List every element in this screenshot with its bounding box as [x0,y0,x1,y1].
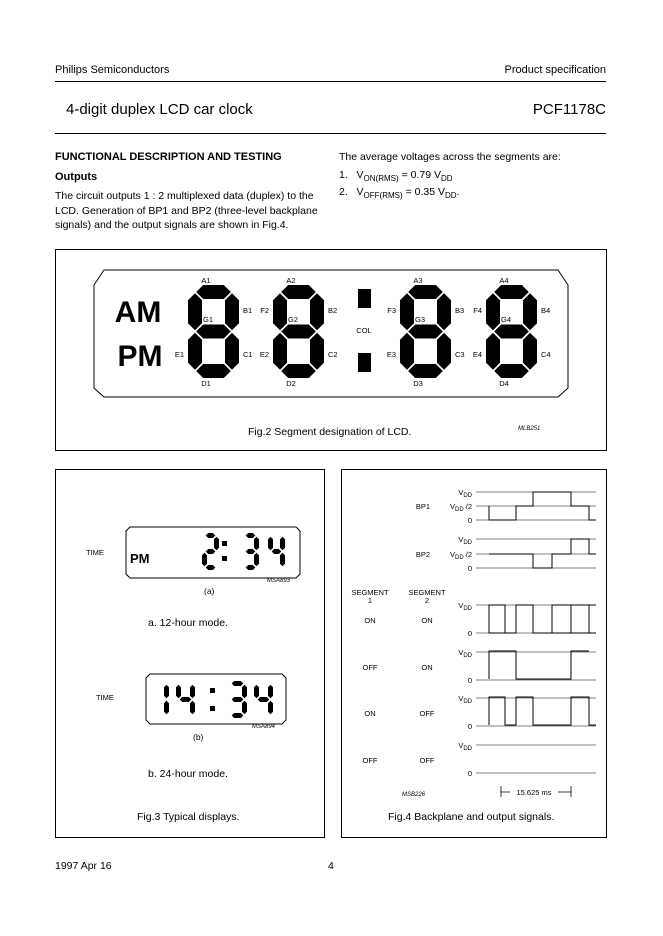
display-a-digit-2-seg-a [206,533,216,538]
fig2-digit-4-seg-a [494,285,529,299]
colon-label: COL [356,326,372,335]
row4-zero-label: 0 [467,769,472,778]
fig2-digit-1 [188,285,239,378]
fig2-digit-2-seg-b [310,293,324,330]
label-C3: C3 [455,350,465,359]
bp1-half-label: $V_{DD}$ /2 [449,502,472,513]
display-b-digit-4-seg-b [268,685,273,699]
voltage-item-2: 2. $V_{OFF(RMS)} = 0.35$ $V_{DD}$. [339,186,460,201]
fig2-digit-1-seg-g [196,325,231,339]
label-B3: B3 [455,306,465,315]
display-b-digit-2-seg-c [190,701,195,715]
fig3-displays [56,470,324,837]
section-heading: FUNCTIONAL DESCRIPTION AND TESTING [55,151,282,163]
seg2-header: SEGMENT [408,588,446,597]
display-b-digit-1-seg-b [164,685,169,699]
fig2-digit-2-seg-c [310,333,324,370]
seg1-header: SEGMENT [351,588,389,597]
fig2-digit-2 [273,285,324,378]
label-C2: C2 [328,350,338,359]
period-label: 15.625 ms [516,788,552,797]
mode-12-hour: a. 12-hour mode. [148,617,228,629]
fig2-digit-3-seg-c [437,333,451,370]
fig3-caption: Fig.3 Typical displays. [137,811,240,823]
header-rule [55,81,606,82]
am-indicator: AM [114,296,162,329]
display-b-digit-2-seg-b [190,685,195,699]
fig2-digit-4-seg-g [494,325,529,339]
fig2-digit-3-seg-b [437,293,451,330]
mode-24-hour: b. 24-hour mode. [148,768,228,780]
section-paragraph: The circuit outputs 1 : 2 multiplexed data (duplex) to the LCD. Generation of BP1 and BP2 (three-level backplane signals) and the output signals are shown in Fig.4. [55,190,318,231]
fig2-code: MLB251 [518,426,541,432]
fig2-digit-3-seg-a [408,285,443,299]
fig2-digit-1-seg-e [188,333,202,370]
title-rule [55,133,606,134]
display-b-colon-top [210,688,215,693]
display-a-colon-top [222,541,227,546]
fig2-digit-4-seg-b [523,293,537,330]
display-b-digit-3-seg-a [232,681,244,686]
row3-wave [489,651,589,679]
label-F2: F2 [260,306,269,315]
label-E1: E1 [174,350,184,359]
fig4-waveforms [342,470,606,837]
display-b-digit-4-seg-c [268,701,273,715]
company-name: Philips Semiconductors [55,64,170,76]
label-F4: F4 [473,306,482,315]
display-b-digit-4-seg-f [254,685,259,699]
display-b-digit-3-seg-b [242,685,247,699]
label-C1: C1 [243,350,253,359]
fig3-box [55,469,325,838]
label-D3: D3 [413,379,423,388]
row2-vdd-label: $V_{DD}$ [458,648,472,659]
display-b-digit-1 [164,685,169,715]
fig2-caption: Fig.2 Segment designation of LCD. [248,426,412,438]
voltage-item-1: 1. $V_{ON(RMS)} = 0.79$ $V_{DD}$ [339,169,453,184]
fig2-digit-1-seg-f [188,293,202,330]
label-G3: G3 [414,315,426,324]
row3-seg2-state: OFF [419,709,435,718]
row4-seg2-state: OFF [419,756,435,765]
fig2-digit-3-seg-g [408,325,443,339]
fig2-digit-4-seg-d [494,364,529,378]
bp2-wave [489,539,596,568]
colon-top [358,289,371,308]
display-b-digit-2-seg-g [180,697,192,702]
bp2-label: BP2 [415,550,430,559]
label-G2: G2 [287,315,299,324]
page-number: 4 [328,860,334,872]
display-b-digit-3-seg-c [242,701,247,715]
label-E4: E4 [472,350,482,359]
fig2-digit-1-seg-c [225,333,239,370]
row1-wave [489,605,596,633]
display-b-digits [164,681,273,718]
label-A2: A2 [286,276,296,285]
row1-seg1-state: ON [364,616,376,625]
footer-date: 1997 Apr 16 [55,860,112,872]
display-a-digit-2-seg-b [214,537,219,551]
display-b-digit-1-seg-c [164,701,169,715]
label-E2: E2 [259,350,269,359]
display-a-digit-3-seg-b [254,537,259,551]
row1-seg2-state: ON [421,616,433,625]
display-a-indicator: PM [130,551,150,566]
display-b-colon-bottom [210,706,215,711]
fig2-digit-4-seg-c [523,333,537,370]
fig2-digit-1-seg-d [196,364,231,378]
label-A1: A1 [201,276,211,285]
display-b-digit-3-seg-g [232,697,244,702]
fig2-digit-2-seg-f [273,293,287,330]
row2-seg1-state: OFF [362,663,378,672]
label-C4: C4 [541,350,551,359]
waveform-labels [351,488,551,798]
fig2-digit-4 [486,285,537,378]
lcd-segment-diagram [56,250,606,450]
fig2-digit-1-seg-a [196,285,231,299]
bp1-label: BP1 [415,502,430,511]
row3-vdd-label: $V_{DD}$ [458,694,472,705]
fig2-digit-3 [400,285,451,378]
label-D2: D2 [286,379,296,388]
fig2-digit-1-seg-b [225,293,239,330]
display-a-digit-3-seg-d [246,565,256,570]
fig2-digit-3-seg-e [400,333,414,370]
fig4-box [341,469,607,838]
display-b-digit-2-seg-f [176,685,181,699]
label-G1: G1 [202,315,214,324]
label-B2: B2 [328,306,338,315]
waveform-lines [476,492,596,797]
display-b-tag: (b) [193,732,204,742]
display-b-digit-4-seg-g [258,697,270,702]
display-a-digit-3-seg-g [246,549,256,554]
row2-seg2-state: ON [421,663,433,672]
display-a-digit-3-seg-a [246,533,256,538]
label-G4: G4 [500,315,512,324]
display-a-digit-2 [202,533,219,570]
display-a-digit-2-seg-e [202,553,207,567]
display-a-digit-4 [268,537,285,567]
display-a-digit-3-seg-c [254,553,259,567]
display-a-digits [202,533,285,570]
display-a-digit-4-seg-g [272,549,282,554]
fig2-digit-2-seg-a [281,285,316,299]
row4-wave [489,697,596,725]
colon-bottom [358,353,371,372]
display-b-digit-3-seg-d [232,713,244,718]
display-a-digit-3 [246,533,259,570]
display-a-digit-4-seg-f [268,537,273,551]
display-a-tag: (a) [204,586,215,596]
page-title: 4-digit duplex LCD car clock [66,101,253,118]
fig2-digit-4-seg-e [486,333,500,370]
fig2-digit-3-seg-f [400,293,414,330]
row2-zero-label: 0 [467,676,472,685]
display-b-code: MSA894 [252,724,276,730]
fig2-digit-3-seg-d [408,364,443,378]
row4-seg1-state: OFF [362,756,378,765]
fig4-caption: Fig.4 Backplane and output signals. [388,811,555,823]
seg1-header-num: 1 [367,596,373,605]
bp1-vdd-label: $V_{DD}$ [458,488,472,499]
fig4-code: MSB226 [402,792,426,798]
bp1-zero-label: 0 [467,516,472,525]
label-B1: B1 [243,306,253,315]
display-a-code: MSA893 [267,578,291,584]
display-b-digit-3 [232,681,247,718]
label-B4: B4 [541,306,551,315]
label-F3: F3 [387,306,396,315]
display-a-colon-bottom [222,556,227,561]
display-a-digit-2-seg-d [206,565,216,570]
label-E3: E3 [386,350,396,359]
label-A3: A3 [413,276,423,285]
row4-vdd-label: $V_{DD}$ [458,741,472,752]
part-number: PCF1178C [532,101,606,118]
fig2-box [55,249,607,451]
seg2-header-num: 2 [424,596,430,605]
display-b-digit-2 [176,685,195,715]
section-subheading: Outputs [55,171,98,183]
display-a-digit-2-seg-g [206,549,216,554]
bp2-half-label: $V_{DD}$ /2 [449,550,472,561]
row1-vdd-label: $V_{DD}$ [458,601,472,612]
bp2-zero-label: 0 [467,564,472,573]
row3-seg1-state: ON [364,709,376,718]
bp2-vdd-label: $V_{DD}$ [458,535,472,546]
voltages-intro: The average voltages across the segments are: [339,151,561,163]
display-a-digit-4-seg-b [280,537,285,551]
pm-indicator: PM [117,340,163,373]
time-label-b: TIME [96,693,114,702]
row3-zero-label: 0 [467,722,472,731]
fig2-digit-2-seg-e [273,333,287,370]
label-D1: D1 [201,379,211,388]
fig2-digit-4-seg-f [486,293,500,330]
row1-zero-label: 0 [467,629,472,638]
display-b-digit-4 [254,685,273,715]
fig2-digit-2-seg-d [281,364,316,378]
label-D4: D4 [499,379,509,388]
display-a-digit-4-seg-c [280,553,285,567]
doc-type: Product specification [504,64,606,76]
time-label-a: TIME [86,548,104,557]
fig2-digit-2-seg-g [281,325,316,339]
label-A4: A4 [499,276,509,285]
